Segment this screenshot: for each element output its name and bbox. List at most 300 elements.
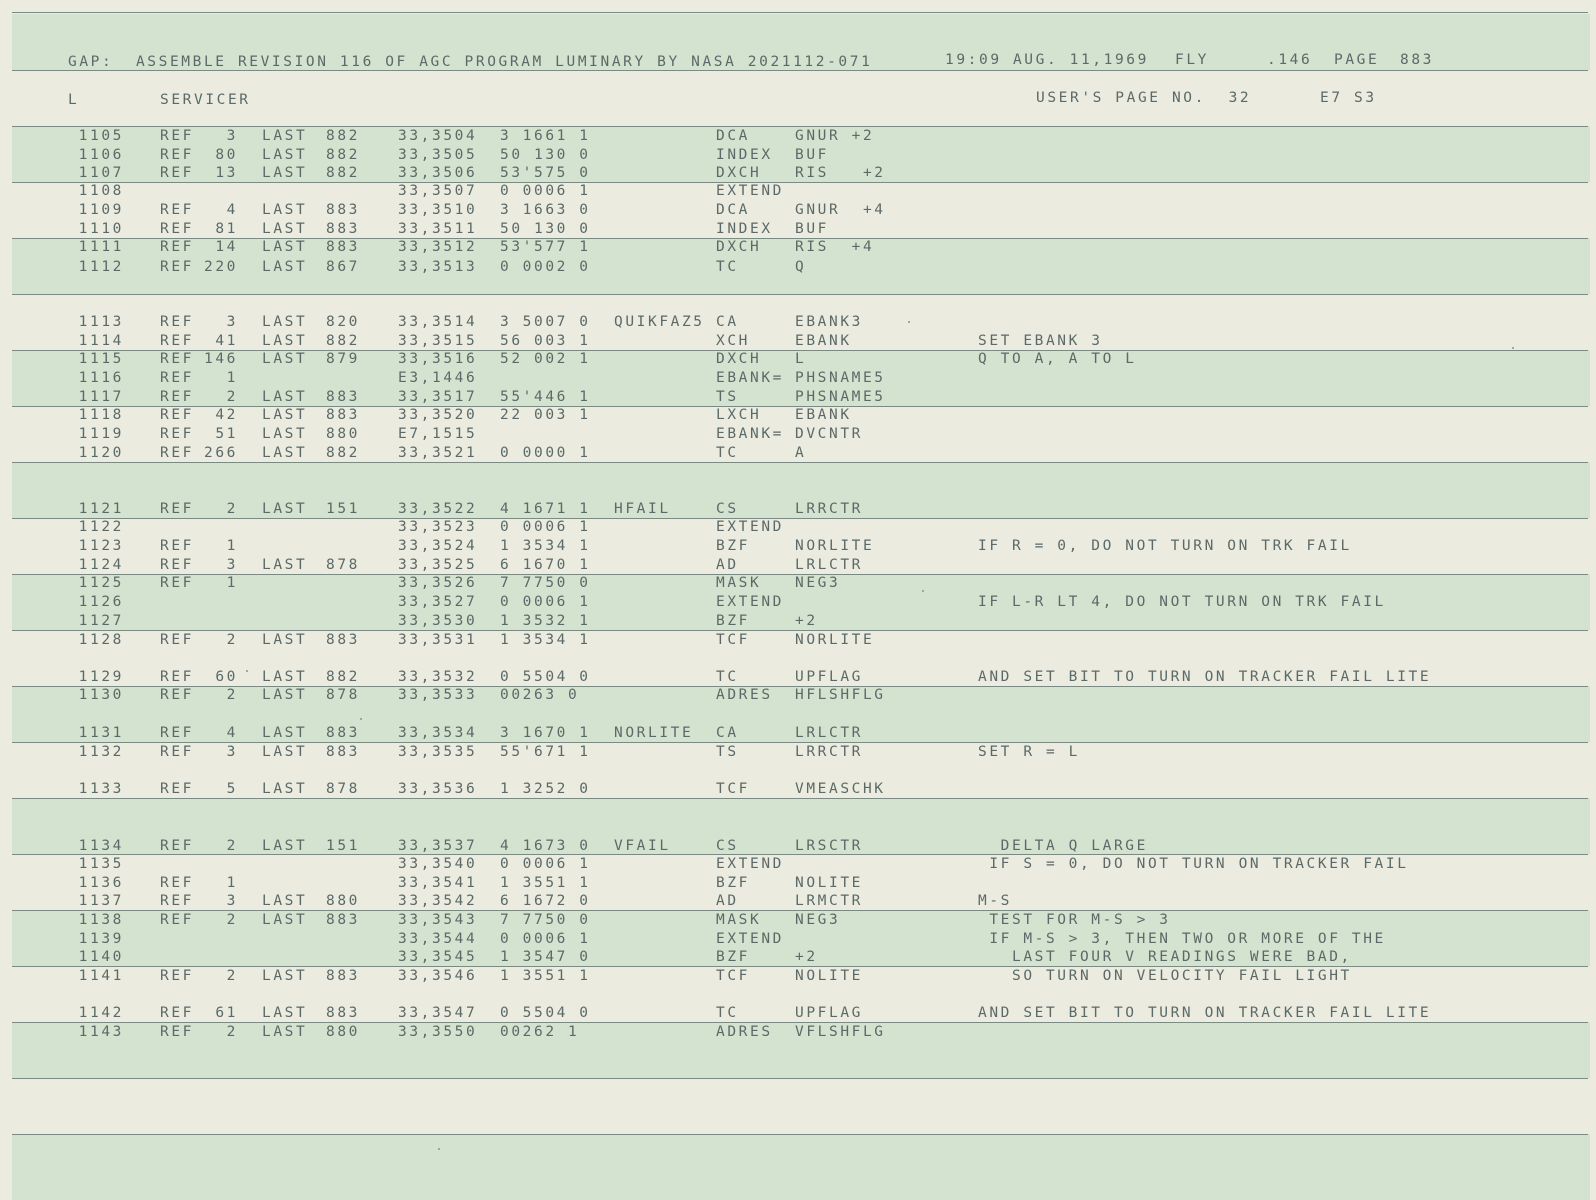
line-number: 1141 (78, 968, 124, 984)
ref-count: 146 (204, 351, 238, 367)
last-label: LAST (262, 202, 308, 218)
octal-code: 56 003 1 (500, 333, 591, 349)
comment: DELTA Q LARGE (978, 838, 1148, 854)
last-label: LAST (262, 426, 308, 442)
ref-label: REF (160, 968, 194, 984)
listing-row (0, 425, 1596, 443)
ref-label: REF (160, 147, 194, 163)
last-label: LAST (262, 445, 308, 461)
line-number: 1112 (78, 259, 124, 275)
ref-count: 220 (204, 259, 238, 275)
line-number: 1105 (78, 128, 124, 144)
last-label: LAST (262, 632, 308, 648)
address: 33,3534 (398, 725, 478, 741)
octal-code: 50 130 0 (500, 221, 591, 237)
opcode: BZF (716, 949, 750, 965)
octal-code: 53'577 1 (500, 239, 591, 255)
ref-label: REF (160, 407, 194, 423)
opcode: LXCH (716, 407, 762, 423)
operand: VFLSHFLG (795, 1024, 886, 1040)
listing-row (0, 967, 1596, 985)
ref-label: REF (160, 632, 194, 648)
operand: DVCNTR (795, 426, 863, 442)
ref-count: 3 (226, 128, 238, 144)
line-number: 1134 (78, 838, 124, 854)
octal-code: 0 0002 0 (500, 259, 591, 275)
operand: VMEASCHK (795, 781, 886, 797)
last-label: LAST (262, 389, 308, 405)
last-label: LAST (262, 221, 308, 237)
ref-label: REF (160, 426, 194, 442)
last-page: 151 (326, 838, 360, 854)
listing-row (0, 500, 1596, 518)
listing-row (0, 892, 1596, 910)
listing-row (0, 668, 1596, 686)
opcode: AD (716, 893, 739, 909)
ref-label: REF (160, 370, 194, 386)
opcode: BZF (716, 538, 750, 554)
last-label: LAST (262, 725, 308, 741)
ref-count: 3 (226, 893, 238, 909)
line-number: 1143 (78, 1024, 124, 1040)
opcode: TCF (716, 968, 750, 984)
last-label: LAST (262, 407, 308, 423)
listing-row (0, 1023, 1596, 1041)
comment: Q TO A, A TO L (978, 351, 1137, 367)
listing-row (0, 369, 1596, 387)
symbol-label: QUIKFAZ5 (614, 314, 705, 330)
octal-code: 1 3534 1 (500, 538, 591, 554)
last-page: 883 (326, 389, 360, 405)
comment: IF R = 0, DO NOT TURN ON TRK FAIL (978, 538, 1352, 554)
last-label: LAST (262, 351, 308, 367)
comment: TEST FOR M-S > 3 (978, 912, 1171, 928)
line-number: 1123 (78, 538, 124, 554)
line-number: 1109 (78, 202, 124, 218)
line-number: 1119 (78, 426, 124, 442)
listing-row (0, 743, 1596, 761)
listing-row (0, 574, 1596, 592)
ref-label: REF (160, 538, 194, 554)
bank-label: E7 S3 (1320, 90, 1377, 106)
operand: LRRCTR (795, 501, 863, 517)
listing-row (0, 948, 1596, 966)
last-page: 883 (326, 1005, 360, 1021)
ref-count: 2 (226, 968, 238, 984)
ref-count: 2 (226, 501, 238, 517)
last-label: LAST (262, 838, 308, 854)
last-page: 880 (326, 1024, 360, 1040)
last-page: 882 (326, 669, 360, 685)
last-label: LAST (262, 239, 308, 255)
operand: NOLITE (795, 875, 863, 891)
octal-code: 0 5504 0 (500, 669, 591, 685)
last-page: 883 (326, 407, 360, 423)
listing-row (0, 258, 1596, 276)
opcode: BZF (716, 875, 750, 891)
last-page: 882 (326, 147, 360, 163)
address: 33,3517 (398, 389, 478, 405)
line-number: 1128 (78, 632, 124, 648)
operand: RIS +2 (795, 165, 886, 181)
line-number: 1135 (78, 856, 124, 872)
last-label: LAST (262, 259, 308, 275)
listing-row (0, 220, 1596, 238)
octal-code: 22 003 1 (500, 407, 591, 423)
line-number: 1130 (78, 687, 124, 703)
address: 33,3522 (398, 501, 478, 517)
ref-count: 4 (226, 202, 238, 218)
opcode: CS (716, 838, 739, 854)
ref-label: REF (160, 687, 194, 703)
address: 33,3536 (398, 781, 478, 797)
opcode: EXTEND (716, 931, 784, 947)
listing-row (0, 631, 1596, 649)
line-number: 1108 (78, 183, 124, 199)
opcode: ADRES (716, 1024, 773, 1040)
address: 33,3510 (398, 202, 478, 218)
address: 33,3550 (398, 1024, 478, 1040)
ref-label: REF (160, 389, 194, 405)
mode-label: FLY (1175, 52, 1209, 68)
line-number: 1116 (78, 370, 124, 386)
ref-count: 266 (204, 445, 238, 461)
octal-code: 55'446 1 (500, 389, 591, 405)
line-number: 1132 (78, 744, 124, 760)
octal-code: 0 0000 1 (500, 445, 591, 461)
last-page: 880 (326, 893, 360, 909)
comment: SET R = L (978, 744, 1080, 760)
line-number: 1121 (78, 501, 124, 517)
ref-count: 3 (226, 314, 238, 330)
line-number: 1142 (78, 1005, 124, 1021)
ref-count: 2 (226, 632, 238, 648)
last-label: LAST (262, 744, 308, 760)
opcode: TC (716, 259, 739, 275)
listing-row (0, 686, 1596, 704)
ref-count: 1 (226, 538, 238, 554)
opcode: TCF (716, 632, 750, 648)
address: 33,3511 (398, 221, 478, 237)
opcode: CA (716, 314, 739, 330)
operand: EBANK (795, 407, 852, 423)
octal-code: 4 1673 0 (500, 838, 591, 854)
octal-code: 7 7750 0 (500, 912, 591, 928)
line-number: 1129 (78, 669, 124, 685)
ref-count: 2 (226, 1024, 238, 1040)
address: 33,3527 (398, 594, 478, 610)
comment: AND SET BIT TO TURN ON TRACKER FAIL LITE (978, 1005, 1432, 1021)
address: 33,3514 (398, 314, 478, 330)
last-label: LAST (262, 912, 308, 928)
opcode: EXTEND (716, 183, 784, 199)
octal-code: 50 130 0 (500, 147, 591, 163)
last-page: 882 (326, 333, 360, 349)
opcode: DCA (716, 128, 750, 144)
operand: HFLSHFLG (795, 687, 886, 703)
address: 33,3523 (398, 519, 478, 535)
ref-label: REF (160, 1005, 194, 1021)
line-number: 1140 (78, 949, 124, 965)
address: 33,3537 (398, 838, 478, 854)
octal-code: 0 0006 1 (500, 856, 591, 872)
last-page: 882 (326, 445, 360, 461)
octal-code: 3 1663 0 (500, 202, 591, 218)
address: 33,3504 (398, 128, 478, 144)
last-page: 882 (326, 165, 360, 181)
address: 33,3545 (398, 949, 478, 965)
address: 33,3525 (398, 557, 478, 573)
address: 33,3521 (398, 445, 478, 461)
opcode: MASK (716, 912, 762, 928)
address: 33,3515 (398, 333, 478, 349)
operand: +2 (795, 613, 818, 629)
ref-count: 4 (226, 725, 238, 741)
assembly-timestamp: 19:09 AUG. 11,1969 (945, 52, 1149, 68)
line-number: 1124 (78, 557, 124, 573)
version-label: .146 (1267, 52, 1313, 68)
operand: NORLITE (795, 538, 875, 554)
opcode: CA (716, 725, 739, 741)
operand: BUF (795, 221, 829, 237)
octal-code: 3 1670 1 (500, 725, 591, 741)
address: 33,3532 (398, 669, 478, 685)
opcode: EBANK= (716, 370, 784, 386)
comment: AND SET BIT TO TURN ON TRACKER FAIL LITE (978, 669, 1432, 685)
last-label: LAST (262, 147, 308, 163)
octal-code: 1 3547 0 (500, 949, 591, 965)
symbol-label: HFAIL (614, 501, 671, 517)
page-number: 883 (1400, 52, 1434, 68)
comment: IF L-R LT 4, DO NOT TURN ON TRK FAIL (978, 594, 1386, 610)
ref-label: REF (160, 351, 194, 367)
opcode: EXTEND (716, 856, 784, 872)
ref-count: 13 (215, 165, 238, 181)
operand: PHSNAME5 (795, 389, 886, 405)
ref-label: REF (160, 128, 194, 144)
last-page: 878 (326, 781, 360, 797)
last-label: LAST (262, 501, 308, 517)
operand: UPFLAG (795, 669, 863, 685)
line-number: 1111 (78, 239, 124, 255)
ref-label: REF (160, 165, 194, 181)
last-label: LAST (262, 165, 308, 181)
ref-count: 51 (215, 426, 238, 442)
address: 33,3505 (398, 147, 478, 163)
listing-row (0, 313, 1596, 331)
last-page: 878 (326, 557, 360, 573)
address: E3,1446 (398, 370, 478, 386)
octal-code: 7 7750 0 (500, 575, 591, 591)
opcode: TC (716, 1005, 739, 1021)
last-label: LAST (262, 1005, 308, 1021)
octal-code: 00262 1 (500, 1024, 580, 1040)
address: 33,3530 (398, 613, 478, 629)
octal-code: 1 3252 0 (500, 781, 591, 797)
opcode: AD (716, 557, 739, 573)
last-page: 883 (326, 632, 360, 648)
listing-row (0, 182, 1596, 200)
listing-row (0, 537, 1596, 555)
operand: A (795, 445, 807, 461)
line-number: 1139 (78, 931, 124, 947)
opcode: EXTEND (716, 594, 784, 610)
address: 33,3516 (398, 351, 478, 367)
octal-code: 6 1670 1 (500, 557, 591, 573)
octal-code: 1 3534 1 (500, 632, 591, 648)
line-number: 1115 (78, 351, 124, 367)
ref-label: REF (160, 333, 194, 349)
comment: IF M-S > 3, THEN TWO OR MORE OF THE (978, 931, 1386, 947)
comment: LAST FOUR V READINGS WERE BAD, (978, 949, 1352, 965)
line-number: 1107 (78, 165, 124, 181)
line-number: 1118 (78, 407, 124, 423)
ref-label: REF (160, 259, 194, 275)
last-label: LAST (262, 687, 308, 703)
operand: BUF (795, 147, 829, 163)
last-page: 883 (326, 202, 360, 218)
opcode: DXCH (716, 239, 762, 255)
line-number: 1106 (78, 147, 124, 163)
line-number: 1131 (78, 725, 124, 741)
line-number: 1133 (78, 781, 124, 797)
last-page: 883 (326, 744, 360, 760)
ref-count: 42 (215, 407, 238, 423)
page-label: PAGE (1334, 52, 1380, 68)
ref-count: 41 (215, 333, 238, 349)
ref-label: REF (160, 744, 194, 760)
last-label: LAST (262, 1024, 308, 1040)
octal-code: 1 3532 1 (500, 613, 591, 629)
operand: +2 (795, 949, 818, 965)
listing-row (0, 724, 1596, 742)
ref-label: REF (160, 202, 194, 218)
last-page: 883 (326, 239, 360, 255)
listing-row (0, 593, 1596, 611)
last-page: 883 (326, 912, 360, 928)
octal-code: 55'671 1 (500, 744, 591, 760)
ref-count: 2 (226, 687, 238, 703)
operand: LRLCTR (795, 557, 863, 573)
last-page: 883 (326, 968, 360, 984)
green-band (12, 1134, 1590, 1200)
ref-label: REF (160, 501, 194, 517)
operand: LRRCTR (795, 744, 863, 760)
listing-row (0, 911, 1596, 929)
ref-count: 5 (226, 781, 238, 797)
line-number: 1114 (78, 333, 124, 349)
listing-row (0, 612, 1596, 630)
ref-count: 81 (215, 221, 238, 237)
opcode: INDEX (716, 221, 773, 237)
ref-count: 1 (226, 575, 238, 591)
operand: NEG3 (795, 575, 841, 591)
listing-row (0, 837, 1596, 855)
address: 33,3506 (398, 165, 478, 181)
opcode: MASK (716, 575, 762, 591)
opcode: DCA (716, 202, 750, 218)
user-page-number: USER'S PAGE NO. 32 (1036, 90, 1252, 106)
ref-label: REF (160, 557, 194, 573)
opcode: CS (716, 501, 739, 517)
symbol-label: NORLITE (614, 725, 694, 741)
opcode: DXCH (716, 351, 762, 367)
operand: RIS +4 (795, 239, 875, 255)
opcode: TCF (716, 781, 750, 797)
octal-code: 0 0006 1 (500, 931, 591, 947)
opcode: XCH (716, 333, 750, 349)
operand: PHSNAME5 (795, 370, 886, 386)
comment: SO TURN ON VELOCITY FAIL LIGHT (978, 968, 1352, 984)
ref-label: REF (160, 893, 194, 909)
last-label: LAST (262, 968, 308, 984)
opcode: TS (716, 389, 739, 405)
octal-code: 1 3551 1 (500, 875, 591, 891)
operand: UPFLAG (795, 1005, 863, 1021)
listing-row (0, 164, 1596, 182)
address: 33,3533 (398, 687, 478, 703)
ref-label: REF (160, 669, 194, 685)
ref-label: REF (160, 575, 194, 591)
last-page: 867 (326, 259, 360, 275)
ref-count: 2 (226, 838, 238, 854)
opcode: TC (716, 669, 739, 685)
opcode: TC (716, 445, 739, 461)
last-label: LAST (262, 333, 308, 349)
listing-row (0, 238, 1596, 256)
last-page: 820 (326, 314, 360, 330)
log-marker: L (68, 92, 80, 108)
listing-row (0, 780, 1596, 798)
line-number: 1117 (78, 389, 124, 405)
listing-row (0, 1004, 1596, 1022)
comment: M-S (978, 893, 1012, 909)
last-label: LAST (262, 128, 308, 144)
opcode: BZF (716, 613, 750, 629)
symbol-label: VFAIL (614, 838, 671, 854)
operand: EBANK3 (795, 314, 863, 330)
address: 33,3543 (398, 912, 478, 928)
operand: LRSCTR (795, 838, 863, 854)
section-name: SERVICER (160, 92, 251, 108)
listing-row (0, 201, 1596, 219)
operand: GNUR +4 (795, 202, 886, 218)
ref-count: 80 (215, 147, 238, 163)
line-number: 1138 (78, 912, 124, 928)
last-page: 151 (326, 501, 360, 517)
octal-code: 3 5007 0 (500, 314, 591, 330)
line-number: 1127 (78, 613, 124, 629)
operand: LRMCTR (795, 893, 863, 909)
last-page: 882 (326, 128, 360, 144)
ref-label: REF (160, 912, 194, 928)
address: 33,3541 (398, 875, 478, 891)
ref-count: 3 (226, 557, 238, 573)
listing-row (0, 146, 1596, 164)
octal-code: 53'575 0 (500, 165, 591, 181)
listing-row (0, 556, 1596, 574)
line-number: 1136 (78, 875, 124, 891)
ref-count: 2 (226, 912, 238, 928)
ref-count: 60 (215, 669, 238, 685)
operand: NEG3 (795, 912, 841, 928)
operand: NOLITE (795, 968, 863, 984)
octal-code: 4 1671 1 (500, 501, 591, 517)
line-number: 1126 (78, 594, 124, 610)
opcode: EBANK= (716, 426, 784, 442)
listing-row (0, 406, 1596, 424)
octal-code: 6 1672 0 (500, 893, 591, 909)
